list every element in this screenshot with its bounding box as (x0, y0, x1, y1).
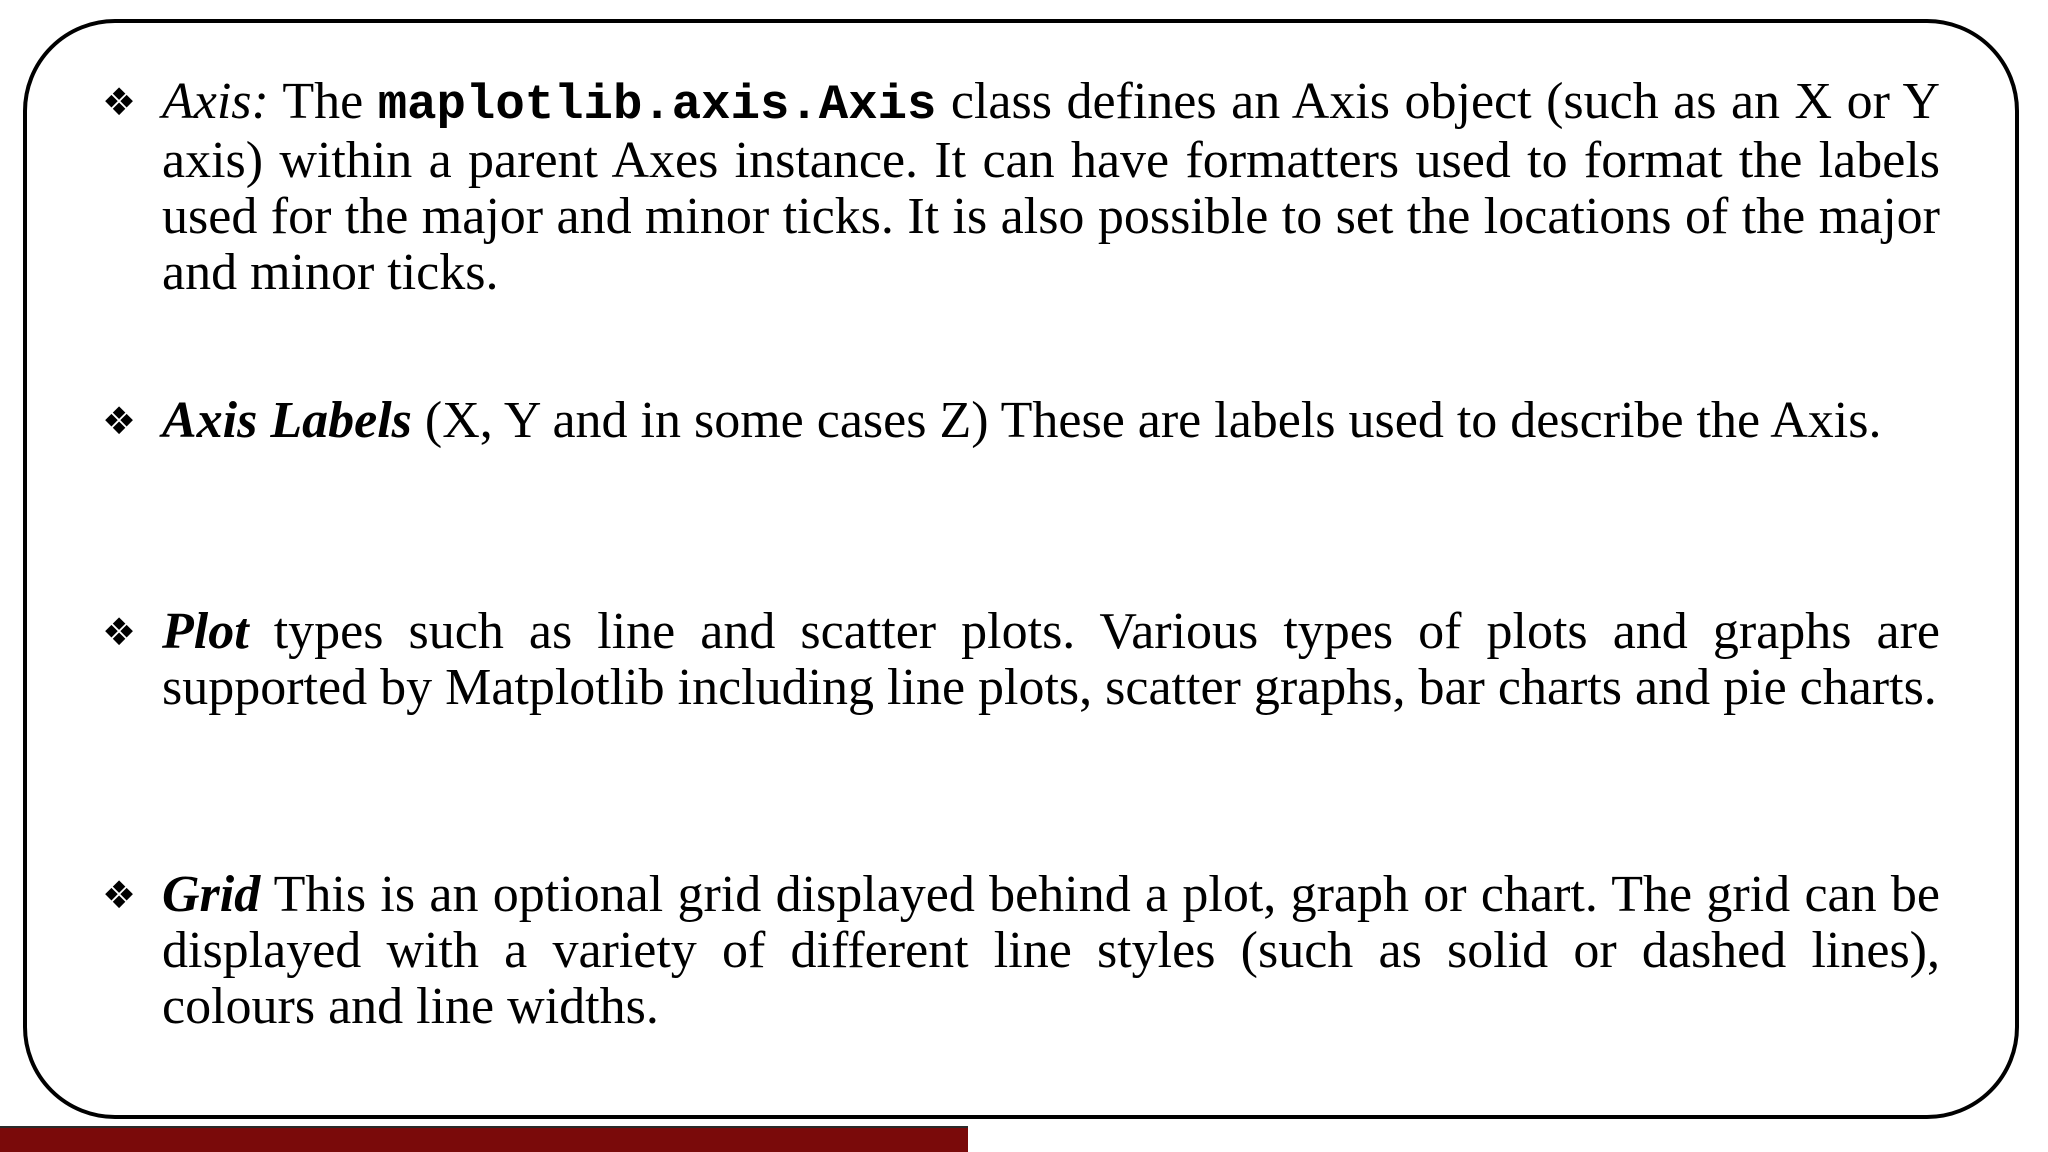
bullet-text (162, 867, 1940, 1035)
bullet-item-grid (102, 866, 1940, 1035)
text-segment: The (268, 73, 378, 130)
bullet-text (162, 604, 1940, 716)
diamond-bullet-icon: ❖ (102, 80, 137, 124)
diamond-bullet-icon: ❖ (102, 873, 137, 917)
bullet-item-plot (102, 603, 1940, 716)
bullet-item-axis-labels (102, 392, 1940, 449)
term-plot: Plot (162, 603, 249, 660)
bullet-item-axis (102, 73, 1941, 301)
bullet-text (162, 393, 1940, 449)
footer-accent-bar (0, 1126, 968, 1152)
diamond-bullet-icon: ❖ (102, 610, 137, 654)
bullet-text (162, 74, 1940, 301)
description-plot: types such as line and scatter plots. Various types of plots and graphs are supported by Matplotlib including line plots, scatter graphs, bar charts and pie charts. (162, 603, 1940, 716)
code-axis-class: maplotlib.axis.Axis (377, 77, 937, 133)
term-axis: Axis: (162, 73, 269, 130)
diamond-bullet-icon: ❖ (102, 399, 137, 443)
term-axis-labels: Axis Labels (162, 392, 412, 449)
description-grid: This is an optional grid displayed behind a plot, graph or chart. The grid can be displayed with a variety of different line styles (such as solid or dashed lines), colours and line widths. (162, 866, 1940, 1035)
term-grid: Grid (162, 866, 261, 923)
description-axis: class defines an Axis object (such as an X or Y axis) within a parent Axes instance. It can have formatters used to format the labels used for the major and minor ticks. It is also possible to set the locations of the major and minor ticks. (162, 73, 1941, 301)
description-axis-labels: (X, Y and in some cases Z) These are labels used to describe the Axis. (411, 392, 1882, 449)
